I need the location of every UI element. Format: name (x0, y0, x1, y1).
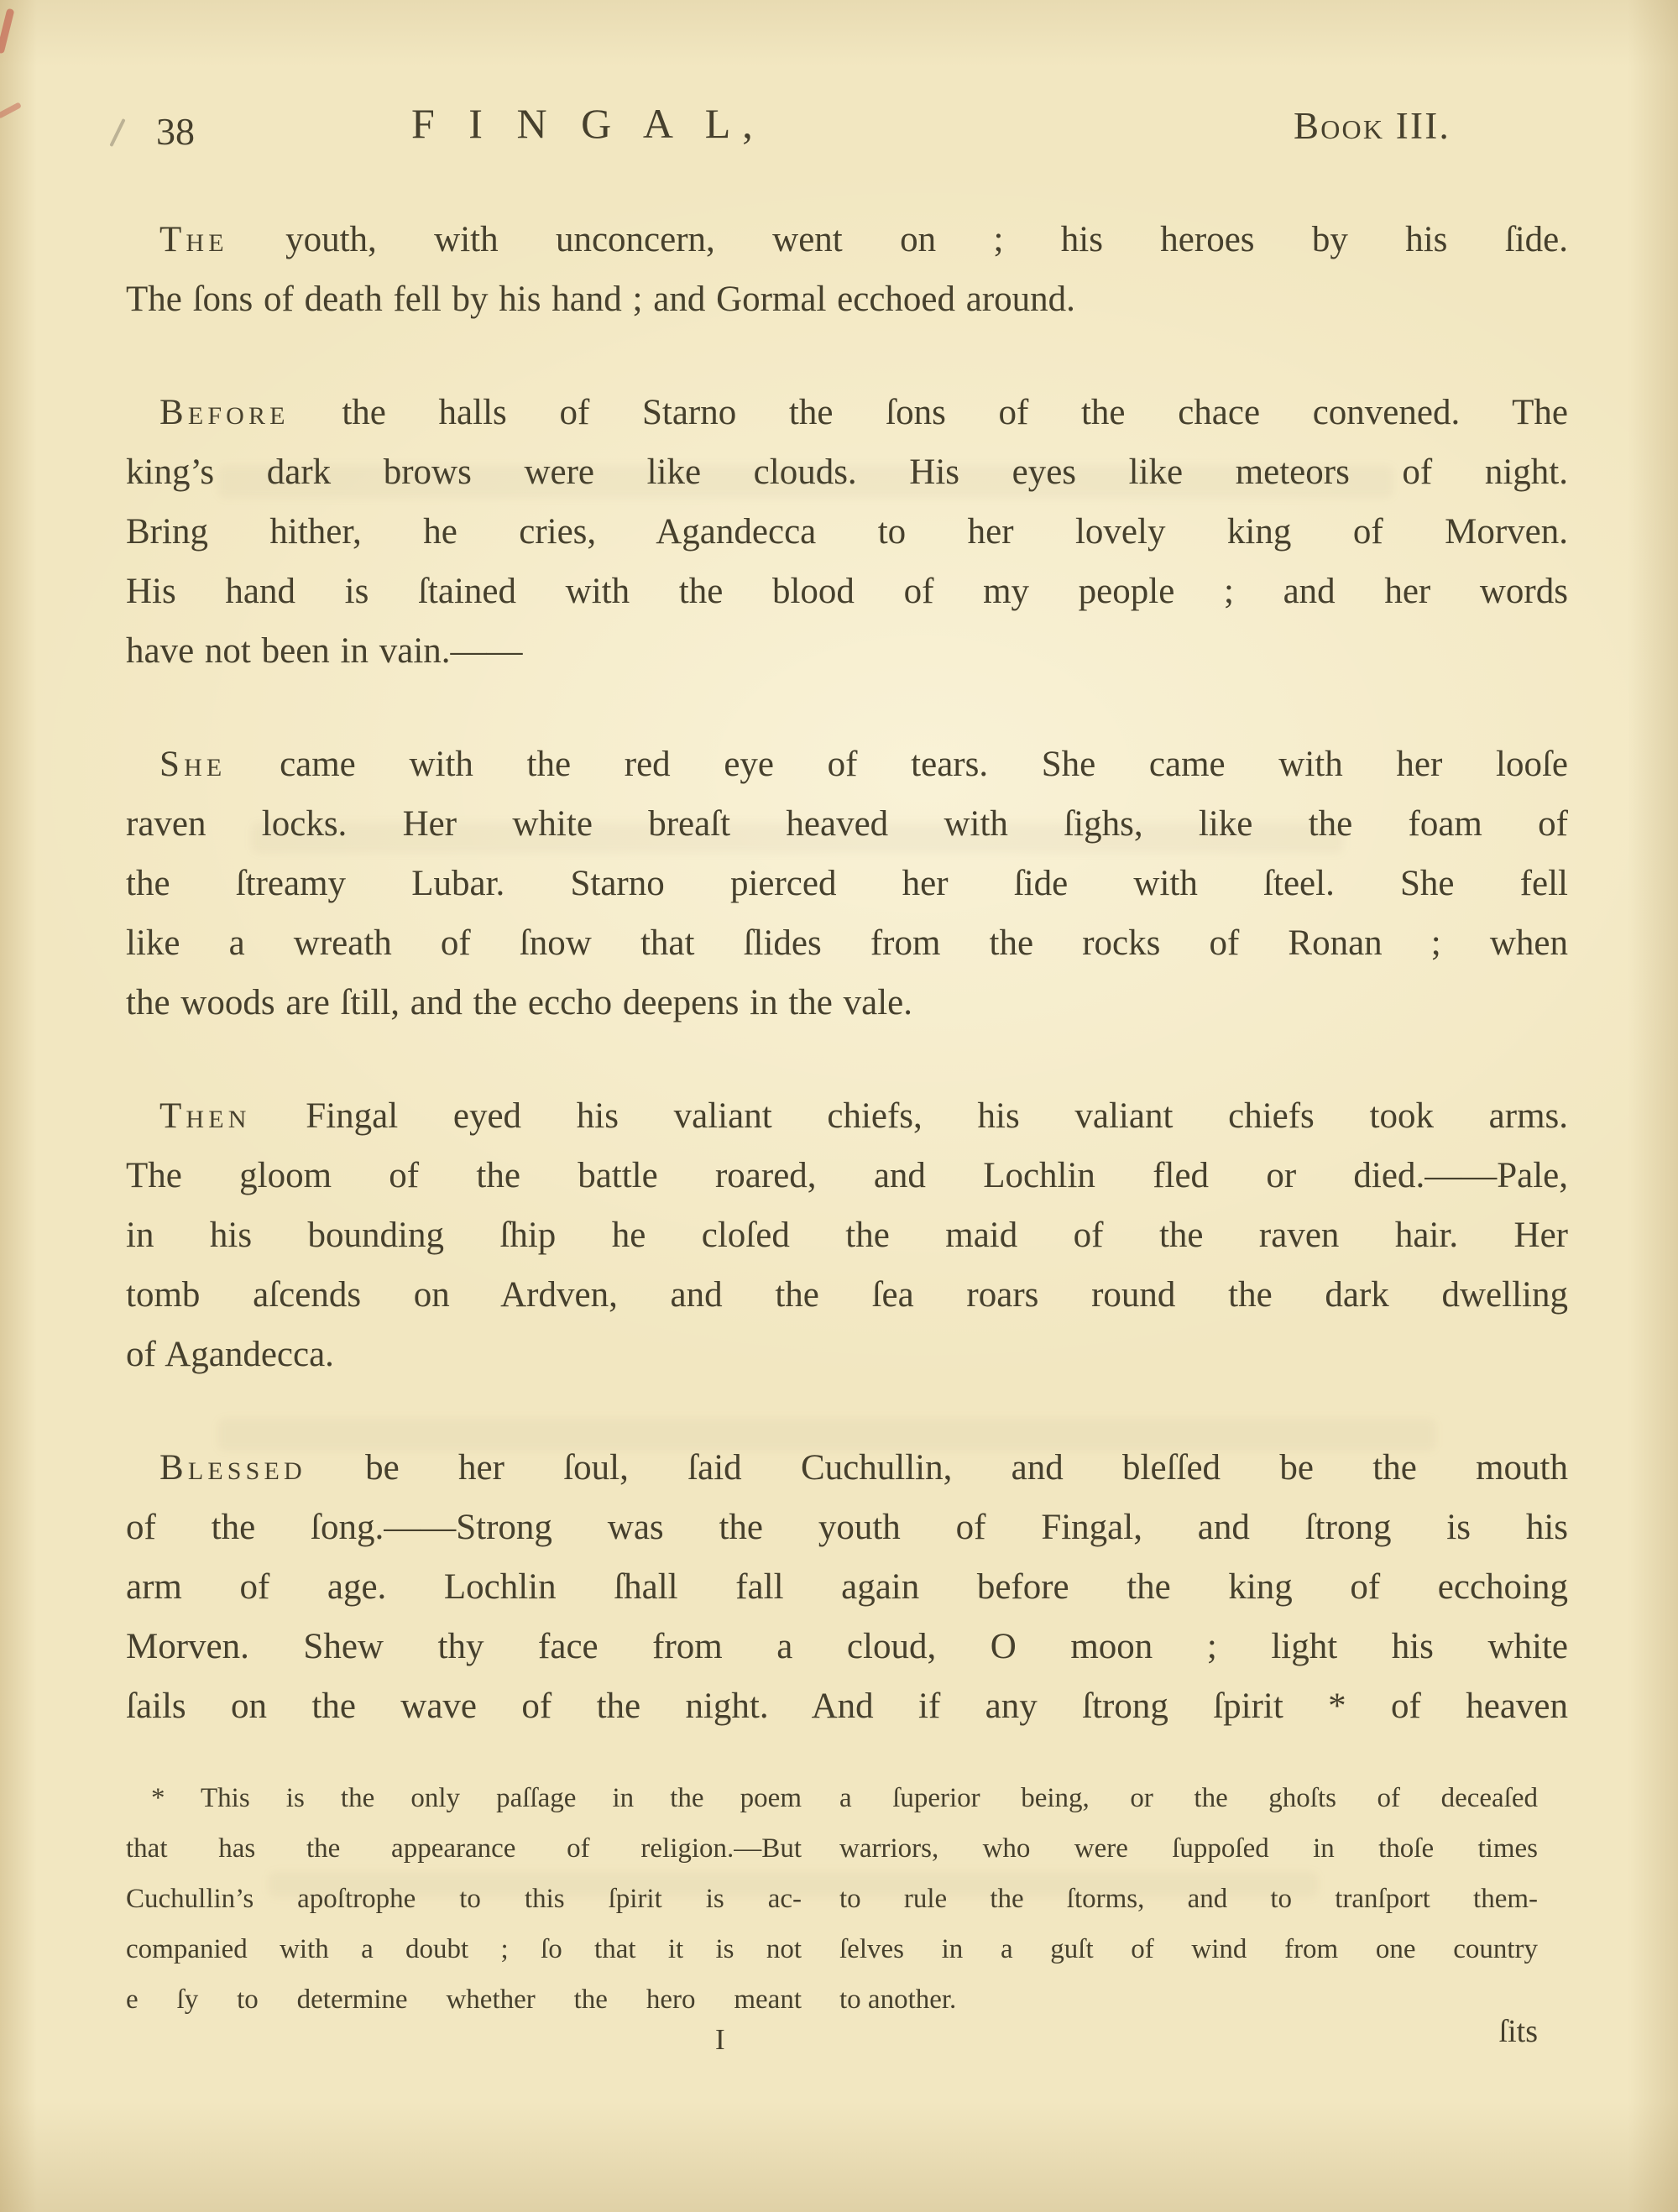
text-line: Bring hither, he cries, Agandecca to her lovely king of Morven. (126, 512, 1568, 552)
paragraph (126, 210, 1568, 329)
footnote-left-column (126, 1773, 802, 2025)
footnote-line: ſelves in a guſt of wind from one country (839, 1934, 1538, 1964)
footnote-line: e ſy to determine whether the hero meant (126, 1985, 802, 2015)
running-title: F I N G A L, (411, 100, 765, 147)
paragraph-lead-word: Before (159, 393, 290, 432)
signature-mark: I (715, 2023, 725, 2056)
paragraph-lead-word: Blessed (159, 1448, 306, 1488)
footnote-line: that has the appearance of religion.—But (126, 1833, 802, 1864)
page-header (126, 97, 1568, 165)
text-line: of Agandecca. (126, 1335, 334, 1374)
footnote (126, 1773, 1568, 2025)
paragraph-lead-word: The (159, 220, 228, 259)
footnote-line: to another. (839, 1985, 957, 2015)
text-line: Blessed be her ſoul, ſaid Cuchullin, and bleſſed be the mouth (159, 1448, 1568, 1488)
body-text (126, 210, 1568, 1790)
paragraph (126, 383, 1568, 681)
text-line: king’s dark brows were like clouds. His eyes like meteors of night. (126, 452, 1568, 492)
text-line: have not been in vain.—— (126, 631, 523, 671)
page-footer (126, 2013, 1568, 2072)
text-line: ſails on the wave of the night. And if any ſtrong ſpirit * of heaven (126, 1686, 1568, 1726)
text-line: His hand is ſtained with the blood of my people ; and her words (126, 572, 1568, 611)
text-line: the ſtreamy Lubar. Starno pierced her ſide with ſteel. She fell (126, 864, 1568, 903)
text-line: tomb aſcends on Ardven, and the ſea roars round the dark dwelling (126, 1275, 1568, 1315)
red-edge-mark (0, 102, 22, 118)
book-label: Book III. (1293, 105, 1451, 147)
footnote-line: Cuchullin’s apoſtrophe to this ſpirit is ac- (126, 1884, 802, 1914)
footnote-line: warriors, who were ſuppoſed in thoſe times (839, 1833, 1538, 1864)
paragraph-lead-word: Then (159, 1096, 251, 1136)
text-line: in his bounding ſhip he cloſed the maid of the raven hair. Her (126, 1216, 1568, 1255)
text-line: The youth, with unconcern, went on ; his heroes by his ſide. (159, 220, 1568, 259)
paragraph (126, 735, 1568, 1033)
text-line: arm of age. Lochlin ſhall fall again before the king of ecchoing (126, 1567, 1568, 1607)
paragraph-lead-word: She (159, 745, 227, 784)
text-line: She came with the red eye of tears. She came with her looſe (159, 745, 1568, 784)
catchword: ſits (1498, 2014, 1538, 2049)
footnote-line: companied with a doubt ; ſo that it is not (126, 1934, 802, 1964)
text-line: The ſons of death fell by his hand ; and Gormal ecchoed around. (126, 280, 1075, 319)
text-line: of the ſong.——Strong was the youth of Fingal, and ſtrong is his (126, 1508, 1568, 1547)
footnote-right-column (839, 1773, 1538, 2025)
text-line: the woods are ſtill, and the eccho deepens in the vale. (126, 983, 913, 1022)
text-line: raven locks. Her white breaſt heaved with ſighs, like the foam of (126, 804, 1568, 844)
footnote-line: to rule the ſtorms, and to tranſport them- (839, 1884, 1538, 1914)
footnote-line: * This is the only paſſage in the poem (151, 1783, 802, 1813)
text-line: Morven. Shew thy face from a cloud, O moon ; light his white (126, 1627, 1568, 1666)
paragraph (126, 1438, 1568, 1736)
text-line: The gloom of the battle roared, and Lochlin fled or died.——Pale, (126, 1156, 1568, 1195)
paragraph (126, 1086, 1568, 1384)
text-line: Then Fingal eyed his valiant chiefs, his valiant chiefs took arms. (159, 1096, 1568, 1136)
page-number: 38 (156, 110, 195, 153)
pencil-mark (109, 118, 125, 147)
text-line: like a wreath of ſnow that ſlides from the rocks of Ronan ; when (126, 923, 1568, 963)
text-line: Before the halls of Starno the ſons of the chace convened. The (159, 393, 1568, 432)
footnote-line: a ſuperior being, or the ghoſts of deceaſed (839, 1783, 1538, 1813)
red-edge-mark (0, 8, 14, 55)
